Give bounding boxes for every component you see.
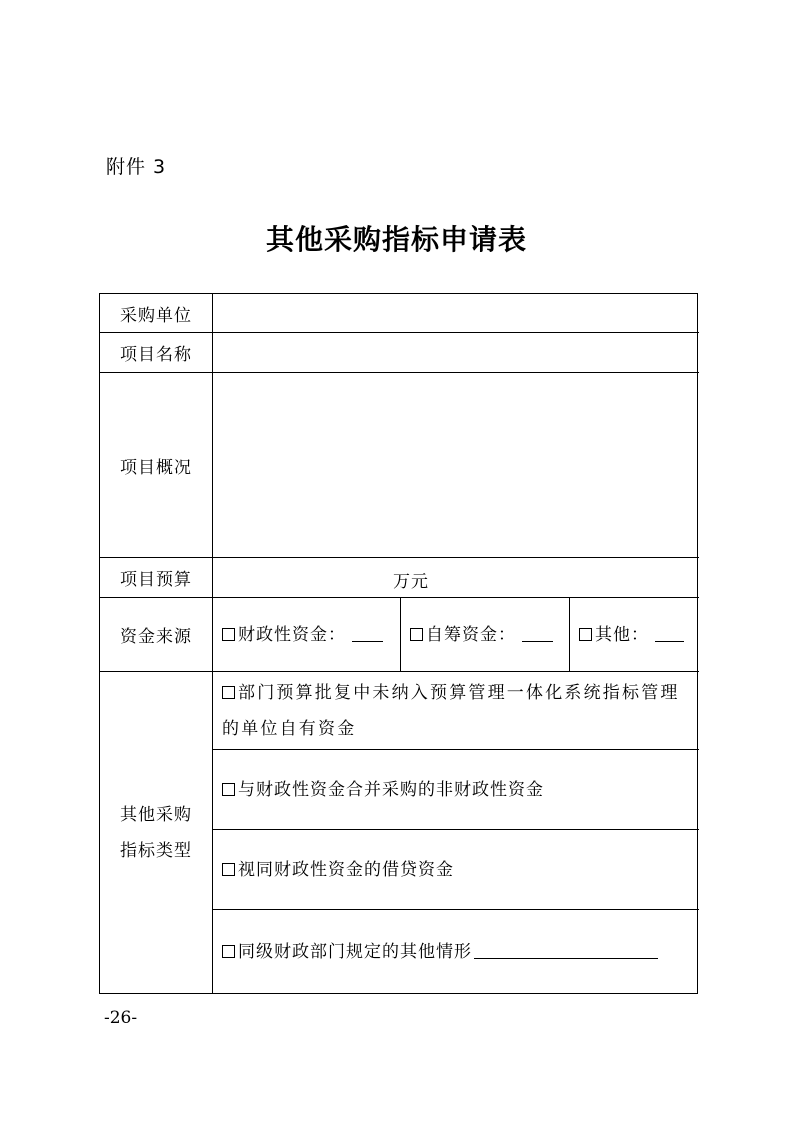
funding-label: 资金来源 xyxy=(120,627,192,647)
overview-field[interactable] xyxy=(213,373,699,557)
checkbox-icon[interactable] xyxy=(222,686,235,699)
funding-option-label: 自筹资金： xyxy=(426,624,516,645)
budget-unit: 万元 xyxy=(393,572,429,592)
form-title: 其他采购指标申请表 xyxy=(265,223,527,256)
funding-option-self[interactable] xyxy=(401,598,569,671)
attachment-label: 附件 3 xyxy=(106,156,167,178)
other-details-blank[interactable] xyxy=(474,943,658,959)
checkbox-icon[interactable] xyxy=(410,628,423,641)
project-name-label: 项目名称 xyxy=(120,345,192,365)
type-option-4[interactable] xyxy=(213,910,699,993)
funding-option-label: 财政性资金： xyxy=(238,624,346,645)
budget-field[interactable] xyxy=(213,558,699,597)
overview-label: 项目概况 xyxy=(120,457,192,478)
type-option-1[interactable] xyxy=(213,672,699,749)
type-option-label: 视同财政性资金的借贷资金 xyxy=(238,859,454,880)
type-option-label: 部门预算批复中未纳入预算管理一体化系统指标管理的单位自有资金 xyxy=(222,682,680,739)
type-option-3[interactable] xyxy=(213,830,699,909)
unit-field[interactable] xyxy=(213,294,699,332)
type-option-label: 同级财政部门规定的其他情形 xyxy=(238,941,472,962)
checkbox-icon[interactable] xyxy=(222,863,235,876)
budget-label: 项目预算 xyxy=(120,570,192,590)
type-label xyxy=(100,672,212,993)
amount-blank[interactable] xyxy=(352,626,383,642)
funding-option-label: 其他： xyxy=(595,624,649,645)
type-label-line2: 指标类型 xyxy=(120,840,192,861)
type-option-2[interactable] xyxy=(213,750,699,829)
application-form-table xyxy=(99,293,698,994)
checkbox-icon[interactable] xyxy=(579,628,592,641)
funding-option-other[interactable] xyxy=(570,598,699,671)
unit-label: 采购单位 xyxy=(120,305,192,326)
checkbox-icon[interactable] xyxy=(222,628,235,641)
checkbox-icon[interactable] xyxy=(222,783,235,796)
funding-option-fiscal[interactable] xyxy=(213,598,400,671)
amount-blank[interactable] xyxy=(655,626,684,642)
project-name-field[interactable] xyxy=(213,333,699,372)
page-number: -26- xyxy=(104,1008,138,1028)
amount-blank[interactable] xyxy=(522,626,553,642)
type-option-label: 与财政性资金合并采购的非财政性资金 xyxy=(238,779,544,800)
checkbox-icon[interactable] xyxy=(222,945,235,958)
type-label-line1: 其他采购 xyxy=(120,804,192,825)
